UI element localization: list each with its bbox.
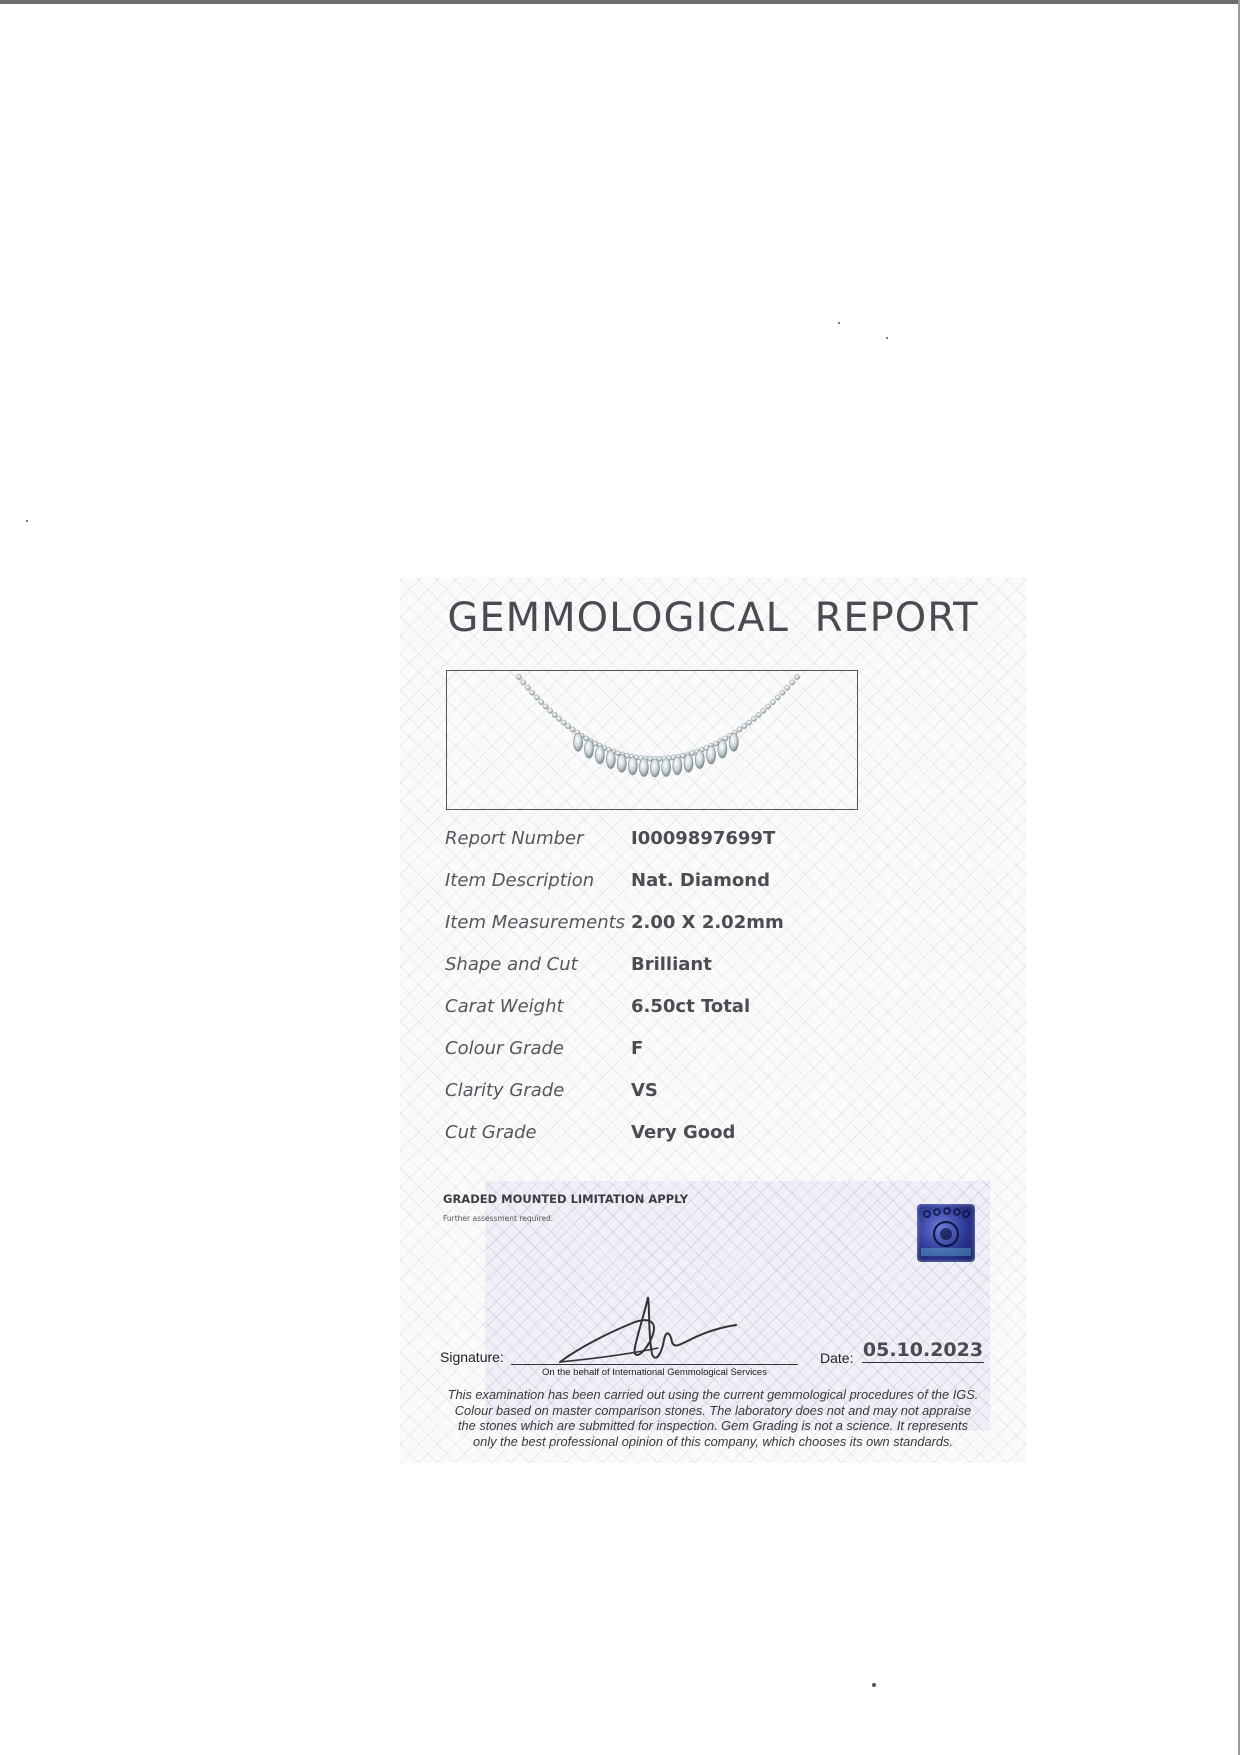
disclaimer-line: only the best professional opinion of this company, which chooses its own standards. [473, 1433, 953, 1449]
signature-label: Signature: [440, 1349, 504, 1365]
disclaimer-line: the stones which are submitted for inspection. Gem Grading is not a science. It represents [458, 1418, 968, 1433]
gemmological-report-card [400, 577, 1026, 1463]
field-value: I0009897699T [631, 828, 776, 849]
field-cut-grade [445, 1122, 845, 1152]
scan-speck [886, 337, 888, 339]
drop-stone [662, 759, 671, 777]
chain-stone [780, 690, 785, 695]
chain-stone [790, 680, 795, 685]
signature-line [511, 1364, 798, 1365]
scan-top-edge [0, 0, 1240, 4]
field-shape-and-cut [445, 954, 845, 984]
chain-stone [516, 674, 521, 679]
chain-stone [543, 704, 548, 709]
scan-speck [26, 520, 28, 522]
chain-stone [561, 720, 566, 725]
drop-stone [639, 759, 648, 777]
chain-stone [742, 724, 747, 729]
report-title: GEMMOLOGICAL REPORT [447, 595, 979, 641]
signature-caption: On the behalf of International Gemmological Services [542, 1367, 767, 1378]
field-value: VS [631, 1080, 658, 1101]
chain-stone [766, 704, 771, 709]
field-label: Item Measurements [445, 912, 626, 933]
chain-stone [557, 716, 562, 721]
drop-stone [673, 757, 682, 775]
chain-stone [570, 727, 575, 732]
chain-stone [530, 690, 535, 695]
chain-stone [785, 685, 790, 690]
field-value: 2.00 X 2.02mm [631, 912, 784, 933]
disclaimer-line: Colour based on master comparison stones. The laboratory does not and may not appraise [454, 1402, 972, 1418]
drop-stone [574, 733, 583, 751]
assessment-note: Further assessment required. [443, 1214, 554, 1223]
item-photo [446, 670, 858, 810]
field-value: Very Good [631, 1122, 736, 1143]
chain-stone [713, 741, 718, 746]
field-item-description [445, 870, 845, 900]
hologram-seal-icon [917, 1204, 975, 1262]
field-label: Report Number [445, 828, 584, 849]
field-item-measurements [445, 912, 845, 942]
drop-stone [651, 759, 660, 777]
drop-stone [684, 754, 693, 772]
field-value: 6.50ct Total [631, 996, 751, 1017]
chain-stone [680, 753, 685, 758]
chain-stone [746, 720, 751, 725]
field-label: Cut Grade [445, 1122, 537, 1143]
field-value: F [631, 1038, 644, 1059]
scan-speck [872, 1683, 876, 1687]
field-carat-weight [445, 996, 845, 1026]
chain-stone [566, 724, 571, 729]
scan-speck [838, 322, 840, 324]
field-report-number [445, 828, 845, 858]
drop-stone [628, 757, 637, 775]
chain-stone [539, 700, 544, 705]
chain-stone [756, 712, 761, 717]
field-colour-grade [445, 1038, 845, 1068]
date-label: Date: [820, 1350, 854, 1366]
chain-stone [521, 680, 526, 685]
drop-stone [695, 751, 704, 769]
drop-stone [707, 746, 716, 764]
drop-stone [718, 740, 727, 758]
chain-stone [737, 727, 742, 732]
chain-stone [525, 685, 530, 690]
field-label: Shape and Cut [445, 954, 578, 975]
field-label: Clarity Grade [445, 1080, 565, 1101]
chain-stone [552, 712, 557, 717]
field-label: Colour Grade [445, 1038, 565, 1059]
field-label: Carat Weight [445, 996, 564, 1017]
chain-stone [751, 716, 756, 721]
field-value: Nat. Diamond [631, 870, 770, 891]
drop-stone [617, 754, 626, 772]
field-clarity-grade [445, 1080, 845, 1110]
drop-stone [606, 751, 615, 769]
field-value: Brilliant [631, 954, 712, 975]
date-value: 05.10.2023 [862, 1339, 984, 1361]
field-label: Item Description [445, 870, 595, 891]
limitation-notice: GRADED MOUNTED LIMITATION APPLY [443, 1192, 689, 1206]
disclaimer [418, 1387, 1008, 1449]
drop-stone [595, 746, 604, 764]
drop-stone [585, 740, 594, 758]
chain-stone [534, 695, 539, 700]
disclaimer-line: This examination has been carried out using the current gemmological procedures of the IGS. [447, 1387, 979, 1402]
chain-stone [548, 708, 553, 713]
chain-stone [761, 708, 766, 713]
chain-stone [770, 700, 775, 705]
chain-stone [794, 674, 799, 679]
chain-stone [775, 695, 780, 700]
drop-stone [729, 733, 738, 751]
necklace-image [447, 671, 857, 809]
signature-scribble [540, 1292, 740, 1372]
